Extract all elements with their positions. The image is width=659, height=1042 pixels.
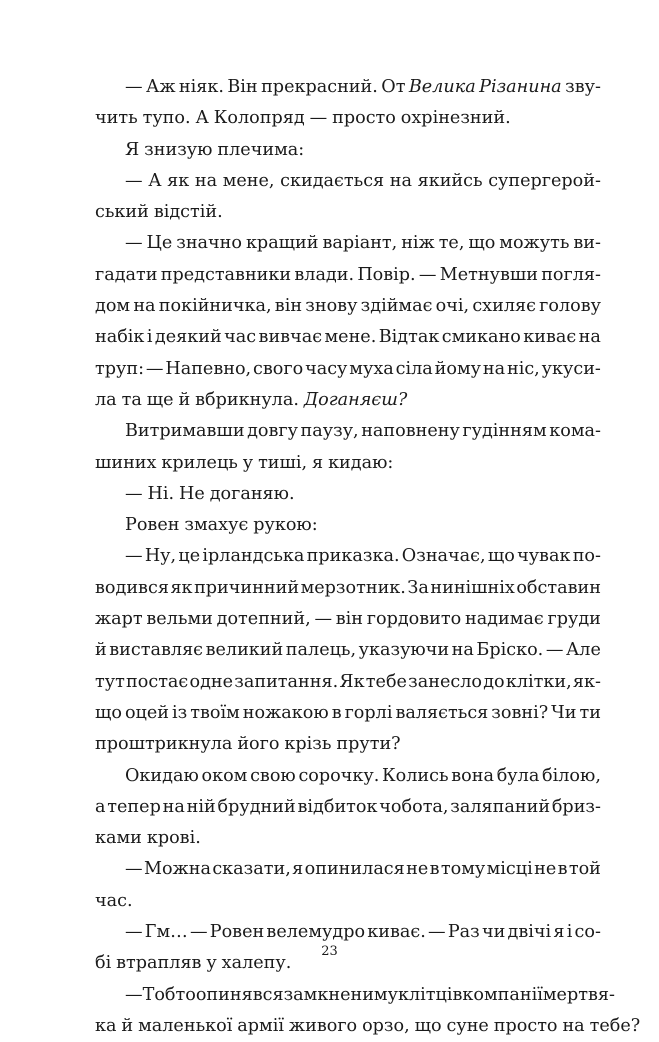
word: варіант, xyxy=(322,233,398,254)
text-line xyxy=(95,573,601,604)
word: доганяю. xyxy=(209,483,295,504)
word: місці xyxy=(486,859,533,880)
text-line xyxy=(95,980,615,1011)
word: великий xyxy=(205,640,284,661)
word: Доганяєш? xyxy=(303,389,408,410)
word: Чи xyxy=(551,702,577,723)
word: вельми xyxy=(146,609,213,630)
word: А xyxy=(148,170,162,191)
word: у xyxy=(387,984,398,1005)
word: Напевно, xyxy=(165,358,252,379)
word: валяється xyxy=(395,702,489,723)
word: просто xyxy=(493,1015,558,1036)
word: А xyxy=(195,108,209,129)
text-line xyxy=(95,510,601,541)
word: очі, xyxy=(435,296,470,317)
word: опинилася xyxy=(304,859,405,880)
word: ірландська xyxy=(202,546,305,567)
word: йому xyxy=(434,358,481,379)
text-line xyxy=(95,792,601,823)
word: що xyxy=(414,1015,442,1036)
word: і xyxy=(146,327,153,348)
word: його xyxy=(237,734,280,755)
word: втрапляв xyxy=(116,953,202,974)
word: ла xyxy=(95,389,117,410)
word: тиші, xyxy=(258,452,308,473)
word: укуси- xyxy=(541,358,601,379)
word: на xyxy=(162,796,185,817)
word: замкненим xyxy=(283,984,388,1005)
word: у xyxy=(242,452,254,473)
word: Можна xyxy=(143,859,211,880)
word: прекрасний. xyxy=(261,77,378,97)
word: Я xyxy=(125,139,140,160)
word: Гм… xyxy=(144,922,188,943)
word: Аж xyxy=(146,77,176,97)
word: двічі xyxy=(507,922,552,943)
word: кидаю: xyxy=(328,452,394,473)
word: знизую xyxy=(144,139,213,160)
word: — xyxy=(428,922,446,943)
word: — xyxy=(125,859,143,880)
word: Метнувши xyxy=(439,264,538,285)
word: що xyxy=(487,546,515,567)
word: указуючи xyxy=(358,640,450,661)
word: смикано xyxy=(441,327,521,348)
word: одне xyxy=(189,671,234,692)
word: Означає, xyxy=(401,546,486,567)
text-line xyxy=(95,416,601,447)
word: ній xyxy=(186,796,216,817)
word: що xyxy=(95,702,122,723)
word: погля- xyxy=(541,264,601,285)
word: твоїм xyxy=(190,702,240,723)
word: що xyxy=(468,233,496,254)
word: по- xyxy=(572,546,601,567)
word: водився xyxy=(95,577,169,598)
word: клітці xyxy=(397,984,453,1005)
word: ками xyxy=(95,828,142,849)
word: Це xyxy=(146,233,173,254)
word: в xyxy=(331,702,342,723)
word: я xyxy=(292,859,304,880)
word: ніс, xyxy=(506,358,540,379)
word: я xyxy=(553,922,565,943)
word: а xyxy=(95,796,106,817)
word: велемудро xyxy=(266,922,366,943)
word: тому xyxy=(440,859,486,880)
word: плечима: xyxy=(217,139,305,160)
word: значно xyxy=(176,233,242,254)
text-line xyxy=(95,166,601,197)
text-line xyxy=(95,103,601,134)
word: армії xyxy=(237,1015,284,1036)
word: можуть xyxy=(499,233,570,254)
word: на xyxy=(133,296,156,317)
word: Різанина xyxy=(479,77,562,97)
word: Ні. xyxy=(147,483,175,504)
word: білою, xyxy=(542,765,601,786)
text-line xyxy=(95,479,601,510)
text-line xyxy=(95,729,601,760)
word: крізь xyxy=(284,734,332,755)
word: тупо. xyxy=(142,108,191,129)
word: труп: xyxy=(95,358,145,379)
word: — xyxy=(418,264,437,285)
word: За xyxy=(407,577,429,598)
word: голову xyxy=(539,296,601,317)
text-line xyxy=(95,197,601,228)
word: не xyxy=(406,859,429,880)
word: компанії xyxy=(462,984,543,1005)
word: мерзотник. xyxy=(300,577,406,598)
word: не xyxy=(534,859,557,880)
word: — xyxy=(125,170,143,191)
word: оцей xyxy=(124,702,169,723)
text-line xyxy=(95,635,601,666)
word: в xyxy=(452,984,463,1005)
word: брудний xyxy=(217,796,296,817)
word: як xyxy=(170,577,193,598)
text-line xyxy=(95,135,601,166)
word: кращий xyxy=(245,233,319,254)
word: Не xyxy=(179,483,205,504)
word: Колопряд xyxy=(213,108,305,129)
word: набік xyxy=(95,327,145,348)
word: чить xyxy=(95,108,138,129)
word: просто xyxy=(332,108,396,129)
text-line xyxy=(95,228,601,259)
word: й xyxy=(121,1015,134,1036)
word: Як xyxy=(339,671,365,692)
word: Витримавши xyxy=(125,421,245,442)
word: як xyxy=(167,170,190,191)
word: — xyxy=(145,358,164,379)
word: палець, xyxy=(285,640,357,661)
word: маленької xyxy=(138,1015,233,1036)
text-line xyxy=(95,354,601,385)
word: скидається xyxy=(280,170,385,191)
word: — xyxy=(125,922,143,943)
word: час. xyxy=(95,890,133,911)
word: сказати, xyxy=(212,859,291,880)
word: якийсь xyxy=(417,170,483,191)
word: ніяк. xyxy=(178,77,224,97)
word: Відтак xyxy=(378,327,440,348)
text-line xyxy=(95,541,601,572)
word: оком xyxy=(201,765,248,786)
word: відстій. xyxy=(153,202,223,223)
word: причинний xyxy=(194,577,300,598)
word: вивчає xyxy=(258,327,323,348)
word: тебе xyxy=(365,671,407,692)
word: на xyxy=(578,327,601,348)
word: клітки, xyxy=(505,671,572,692)
word: виставляє xyxy=(109,640,204,661)
word: гордовито xyxy=(366,609,462,630)
word: Він xyxy=(227,77,258,97)
text-line xyxy=(95,823,601,854)
word: із xyxy=(172,702,188,723)
text-line xyxy=(95,260,601,291)
word: жарт xyxy=(95,609,143,630)
text-line xyxy=(95,698,601,729)
text-line xyxy=(95,322,601,353)
page-number: 23 xyxy=(321,944,338,959)
text-line xyxy=(95,385,601,416)
word: паузу, xyxy=(300,421,359,442)
word: — xyxy=(125,77,143,97)
text-line xyxy=(95,761,601,792)
word: Бріско. xyxy=(476,640,544,661)
word: киває. xyxy=(367,922,426,943)
word: знову xyxy=(305,296,358,317)
word: чобота, xyxy=(379,796,449,817)
word: на xyxy=(389,170,412,191)
word: — xyxy=(545,640,564,661)
word: вона xyxy=(451,765,494,786)
word: надимає xyxy=(464,609,544,630)
word: Раз xyxy=(447,922,480,943)
word: бі xyxy=(95,953,112,974)
word: чи xyxy=(481,922,506,943)
word: тебе? xyxy=(589,1015,641,1036)
word: деякий xyxy=(154,327,222,348)
text-line xyxy=(95,854,601,885)
word: — xyxy=(314,609,333,630)
word: — xyxy=(309,108,328,129)
word: вбрикнула. xyxy=(195,389,299,410)
text-line xyxy=(95,1011,641,1042)
word: горлі xyxy=(344,702,393,723)
word: — xyxy=(189,922,208,943)
word: часу xyxy=(305,358,348,379)
word: сіла xyxy=(395,358,433,379)
text-line xyxy=(95,604,601,635)
word: як- xyxy=(572,671,601,692)
word: занесло xyxy=(408,671,483,692)
word: кома- xyxy=(549,421,601,442)
word: бриз- xyxy=(551,796,601,817)
text-line xyxy=(95,667,601,698)
text-line xyxy=(95,291,601,322)
word: на xyxy=(194,170,218,191)
word: той xyxy=(568,859,601,880)
word: довгу xyxy=(247,421,298,442)
word: змахує xyxy=(184,515,249,536)
word: приказка. xyxy=(306,546,400,567)
word: Ровен xyxy=(125,515,180,536)
word: гадати xyxy=(95,264,158,285)
word: на xyxy=(482,358,506,379)
word: дом xyxy=(95,296,131,317)
word: здіймає xyxy=(360,296,433,317)
word: проштрикнула xyxy=(95,734,233,755)
text-line xyxy=(95,448,601,479)
word: постає xyxy=(126,671,189,692)
word: й xyxy=(95,640,107,661)
word: рукою: xyxy=(253,515,318,536)
word: ще xyxy=(146,389,174,410)
word: й xyxy=(178,389,191,410)
word: наповнену xyxy=(361,421,460,442)
word: ський xyxy=(95,202,149,223)
word: те, xyxy=(438,233,465,254)
word: тут xyxy=(95,671,125,692)
word: Повір. xyxy=(357,264,416,285)
word: відбиток xyxy=(297,796,378,817)
word: Але xyxy=(565,640,601,661)
word: охрінезний. xyxy=(400,108,511,129)
word: крилець xyxy=(161,452,238,473)
text-line xyxy=(95,72,601,103)
word: гудінням xyxy=(462,421,547,442)
word: мене. xyxy=(324,327,377,348)
word: Велика xyxy=(408,77,476,97)
word: зовні? xyxy=(491,702,549,723)
word: та xyxy=(121,389,142,410)
word: свого xyxy=(253,358,304,379)
word: Колись xyxy=(382,765,449,786)
word: мертвя- xyxy=(542,984,615,1005)
word: со- xyxy=(574,922,601,943)
word: — xyxy=(125,984,143,1005)
word: зву- xyxy=(565,77,601,97)
word: — xyxy=(125,546,143,567)
word: сорочку. xyxy=(298,765,380,786)
word: це xyxy=(178,546,201,567)
word: Окидаю xyxy=(125,765,199,786)
word: халепу. xyxy=(221,953,292,974)
word: в xyxy=(429,859,440,880)
word: була xyxy=(496,765,540,786)
word: представники xyxy=(160,264,292,285)
word: живого xyxy=(288,1015,358,1036)
word: опинявся xyxy=(195,984,284,1005)
word: — xyxy=(125,483,143,504)
word: до xyxy=(483,671,505,692)
word: в xyxy=(557,859,568,880)
word: ніж xyxy=(401,233,435,254)
word: заляпаний xyxy=(450,796,551,817)
word: він xyxy=(274,296,303,317)
word: нинішніх xyxy=(430,577,515,598)
word: крові. xyxy=(146,828,201,849)
word: тепер xyxy=(107,796,161,817)
word: запитання. xyxy=(234,671,339,692)
word: у xyxy=(206,953,217,974)
word: Ровен xyxy=(209,922,265,943)
word: киває xyxy=(523,327,577,348)
word: обставин xyxy=(516,577,601,598)
word: дотепний, xyxy=(216,609,311,630)
word: шиних xyxy=(95,452,157,473)
word: Ну, xyxy=(144,546,177,567)
word: суне xyxy=(446,1015,489,1036)
word: свою xyxy=(250,765,296,786)
word: на xyxy=(451,640,474,661)
word: груди xyxy=(547,609,601,630)
word: чувак xyxy=(517,546,571,567)
word: і xyxy=(566,922,573,943)
word: схиляє xyxy=(472,296,536,317)
word: ти xyxy=(579,702,601,723)
word: прути? xyxy=(336,734,401,755)
word: покійничка, xyxy=(158,296,272,317)
text-line xyxy=(95,886,601,917)
word: орзо, xyxy=(362,1015,410,1036)
body-text xyxy=(95,72,641,1042)
word: ка xyxy=(95,1015,117,1036)
word: муха xyxy=(349,358,394,379)
word: влади. xyxy=(294,264,355,285)
word: мене, xyxy=(222,170,275,191)
word: я xyxy=(312,452,324,473)
word: він xyxy=(335,609,364,630)
word: — xyxy=(125,233,143,254)
word: на xyxy=(562,1015,585,1036)
word: ножакою xyxy=(242,702,329,723)
word: ви- xyxy=(573,233,601,254)
word: Тобто xyxy=(142,984,196,1005)
word: супергерой- xyxy=(488,170,601,191)
word: От xyxy=(381,77,406,97)
word: час xyxy=(224,327,257,348)
